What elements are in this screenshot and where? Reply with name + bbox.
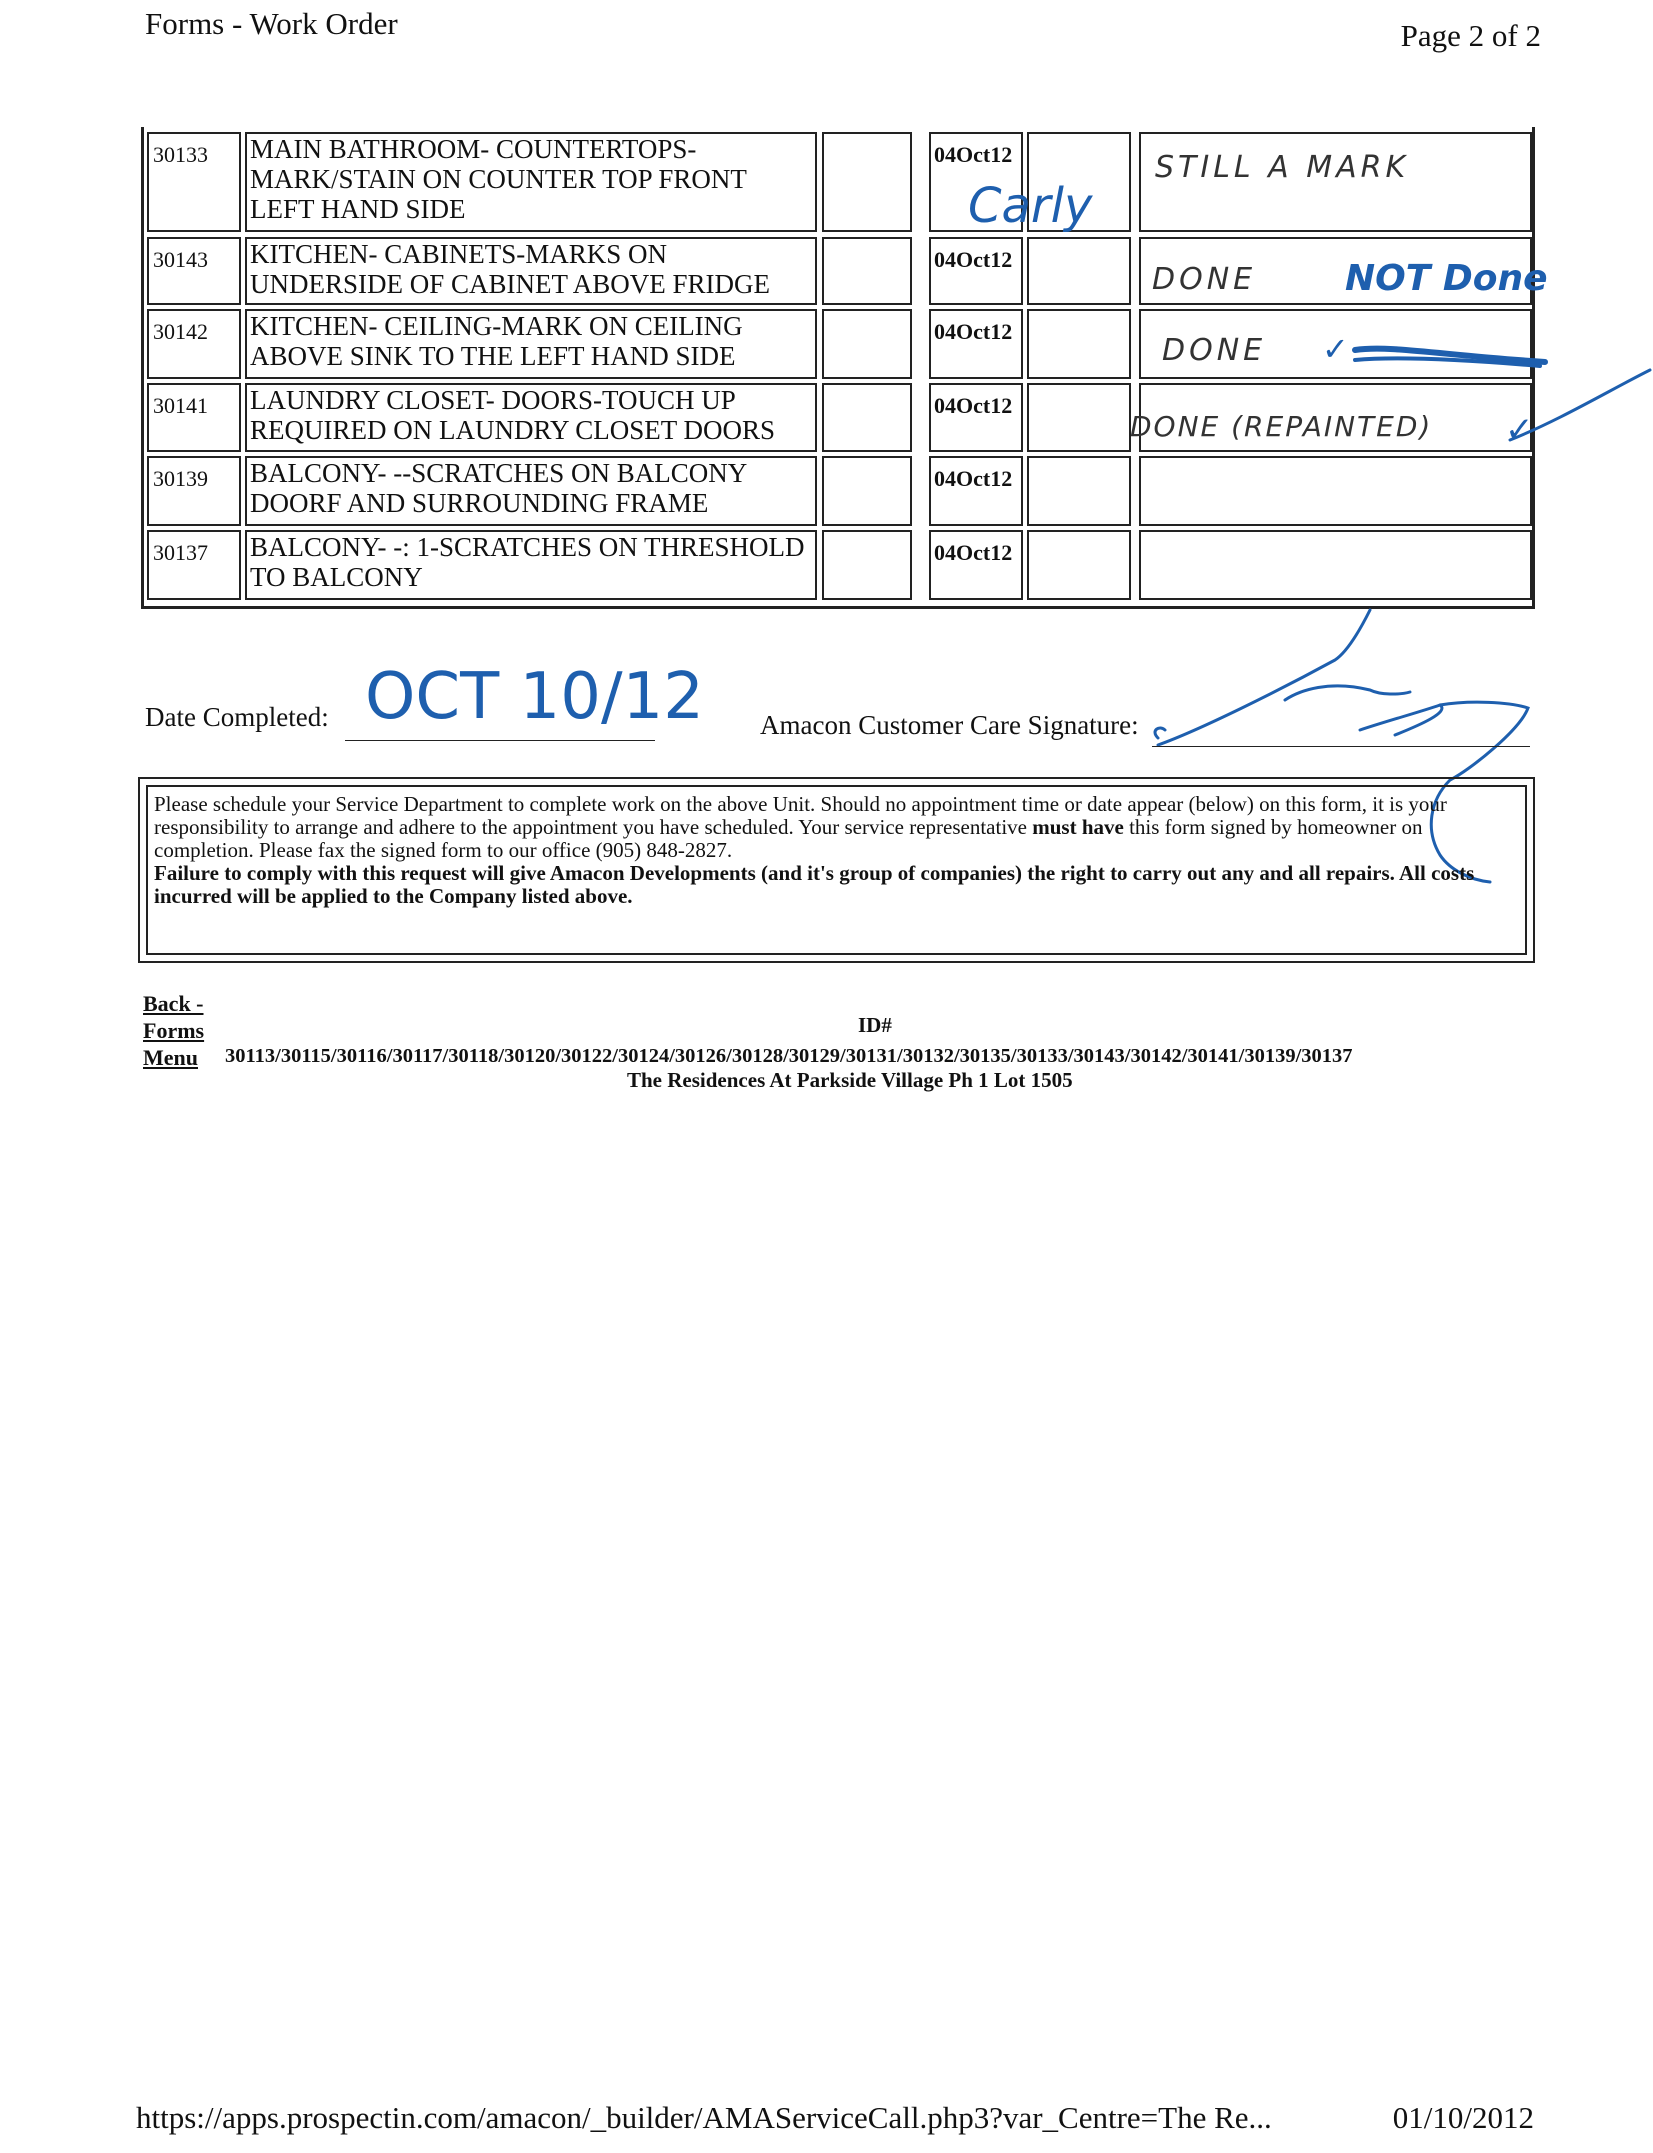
handwritten-note: DONE (REPAINTED) xyxy=(1130,410,1433,443)
signature-label: Amacon Customer Care Signature: xyxy=(760,710,1139,740)
check-mark-icon: ✓ xyxy=(1505,410,1534,450)
handwritten-note: NOT Done xyxy=(1345,258,1548,299)
page-number: Page 2 of 2 xyxy=(1400,18,1541,53)
item-date: 04Oct12 xyxy=(929,237,1023,305)
item-date: 04Oct12 xyxy=(929,309,1023,379)
date-completed-value: OCT 10/12 xyxy=(365,660,704,734)
handwritten-note: STILL A MARK xyxy=(1155,150,1410,185)
notice-box xyxy=(138,777,1535,963)
page-header-title: Forms - Work Order xyxy=(145,6,398,41)
item-date: 04Oct12 xyxy=(929,132,1023,232)
id-label: ID# xyxy=(858,1013,892,1037)
handwritten-note: DONE xyxy=(1162,333,1267,368)
item-date: 04Oct12 xyxy=(929,456,1023,526)
footer-url: https://apps.prospectin.com/amacon/_builder/AMAServiceCall.php3?var_Centre=The Re... xyxy=(136,2100,1272,2135)
item-description: BALCONY- --SCRATCHES ON BALCONY DOORF AND SURROUNDING FRAME xyxy=(245,456,817,526)
signature-line xyxy=(1152,746,1530,747)
notice-warning: Failure to comply with this request will give Amacon Developments (and it's group of companies) the right to carry out any and all repairs. All costs incurred will be applied to the Company listed above. xyxy=(154,861,1475,908)
item-date: 04Oct12 xyxy=(929,383,1023,452)
item-description: MAIN BATHROOM- COUNTERTOPS-MARK/STAIN ON COUNTER TOP FRONT LEFT HAND SIDE xyxy=(245,132,817,232)
handwritten-name: Carly xyxy=(968,178,1093,234)
residence-name: The Residences At Parkside Village Ph 1 Lot 1505 xyxy=(627,1068,1073,1092)
notice-text-part: this form signed by homeowner on completion. Please fax the signed form to our office (905) 848-2827. xyxy=(154,815,1423,862)
item-id: 30143 xyxy=(147,237,241,305)
back-forms-menu-link[interactable]: Back - Forms Menu xyxy=(143,991,205,1070)
item-id: 30137 xyxy=(147,530,241,600)
item-id: 30139 xyxy=(147,456,241,526)
footer-date: 01/10/2012 xyxy=(1392,2100,1534,2135)
handwritten-note: DONE xyxy=(1152,262,1257,297)
date-completed-label: Date Completed: xyxy=(145,702,329,732)
id-list: 30113/30115/30116/30117/30118/30120/30122/30124/30126/30128/30129/30131/30132/30135/30133/30143/30142/30141/30139/30137 xyxy=(225,1045,1353,1067)
item-description: KITCHEN- CABINETS-MARKS ON UNDERSIDE OF CABINET ABOVE FRIDGE xyxy=(245,237,817,305)
notice-text-part: Please schedule your Service Department to complete work on the above Unit. Should no appointment time or date appear (below) on this form, it is your responsibility to arrange and adhere to the appointment you have scheduled. Your service representative xyxy=(154,792,1447,839)
notice-emphasis: must have xyxy=(1032,815,1124,839)
item-description: KITCHEN- CEILING-MARK ON CEILING ABOVE SINK TO THE LEFT HAND SIDE xyxy=(245,309,817,379)
item-id: 30142 xyxy=(147,309,241,379)
item-description: BALCONY- -: 1-SCRATCHES ON THRESHOLD TO BALCONY xyxy=(245,530,817,600)
item-date: 04Oct12 xyxy=(929,530,1023,600)
notice-text xyxy=(146,785,1527,955)
date-completed-line xyxy=(345,740,655,741)
check-mark-icon: ✓ xyxy=(1322,330,1349,368)
item-id: 30133 xyxy=(147,132,241,232)
item-id: 30141 xyxy=(147,383,241,452)
item-description: LAUNDRY CLOSET- DOORS-TOUCH UP REQUIRED ON LAUNDRY CLOSET DOORS xyxy=(245,383,817,452)
